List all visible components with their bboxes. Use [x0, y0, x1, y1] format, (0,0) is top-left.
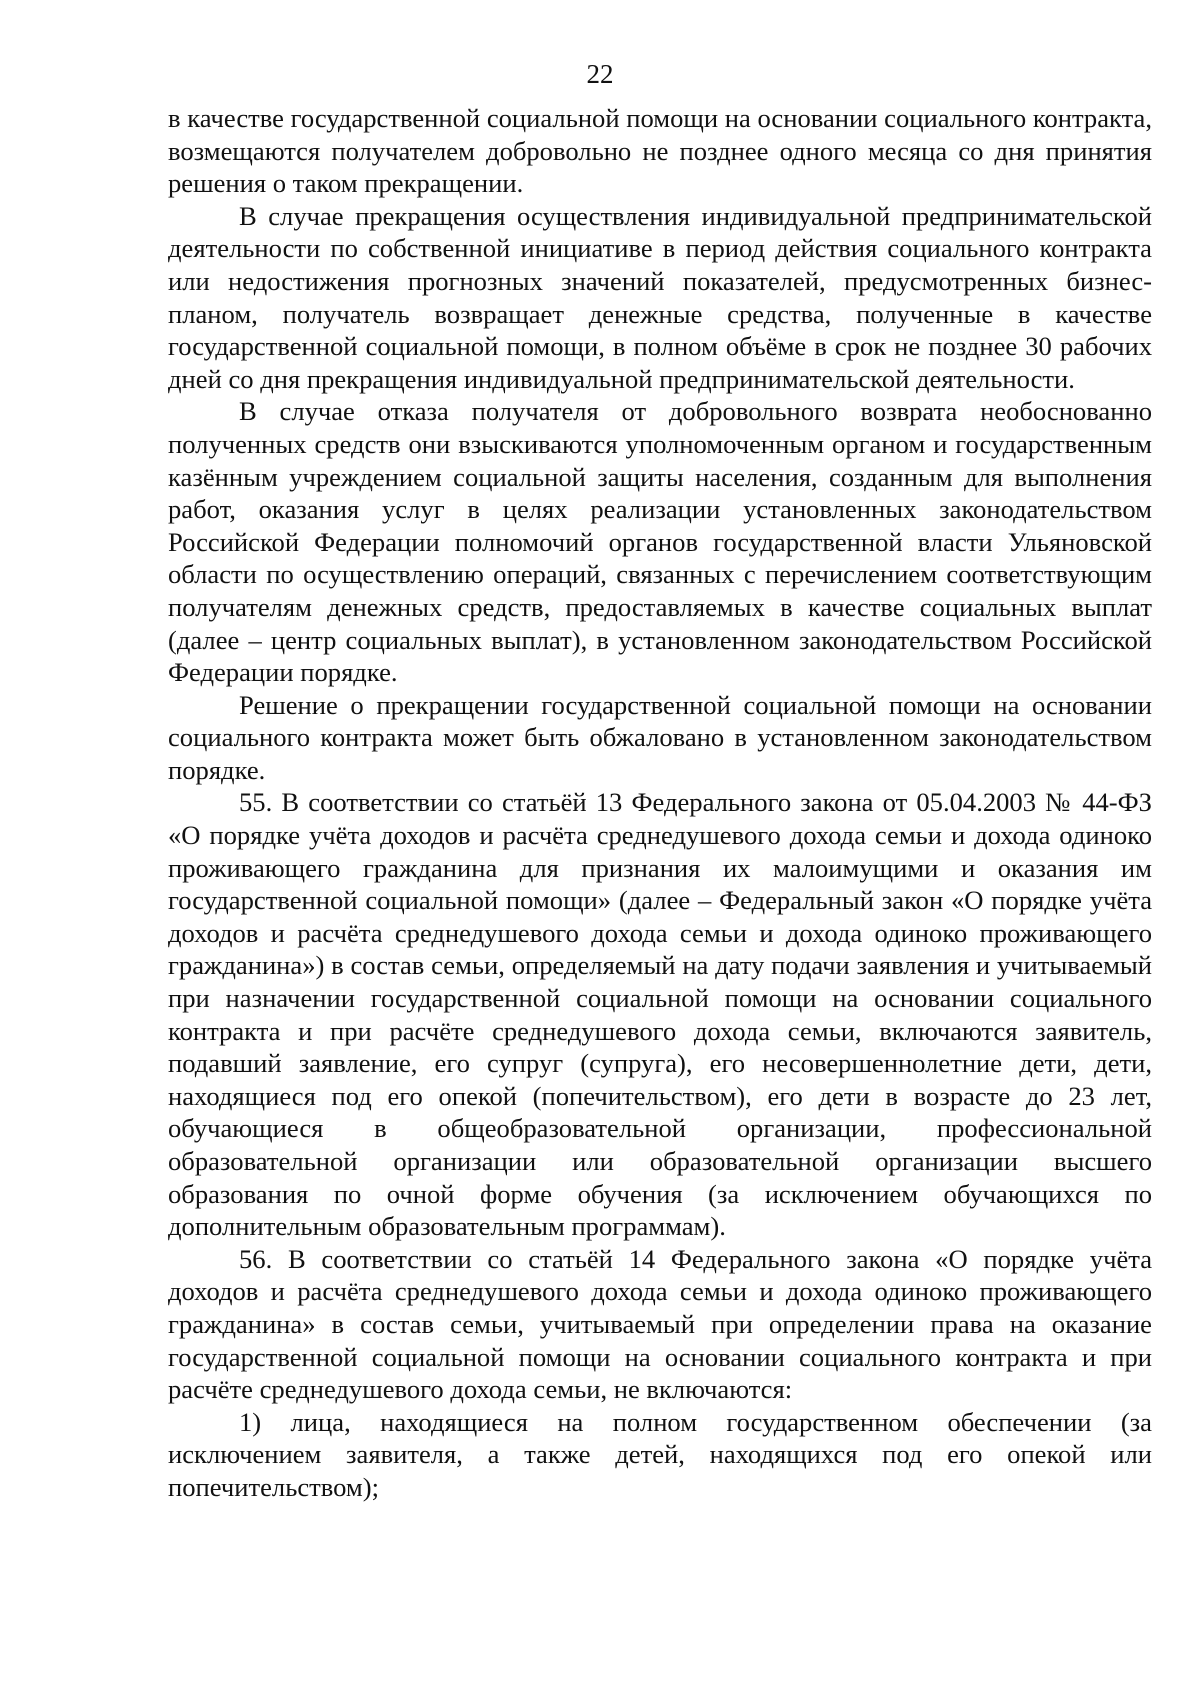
paragraph-2: В случае прекращения осуществления индивидуальной предпринимательской деятельности по собственной инициативе в период действия социального контракта или недостижения прогнозных значений показателей, предусмотренных бизнес-планом, получатель возвращает денежные средства, полученные в качестве государственной социальной помощи, в полном объёме в срок не позднее 30 рабочих дней со дня прекращения индивидуальной предпринимательской деятельности.: [168, 200, 1152, 394]
page-number: 22: [586, 59, 614, 89]
paragraph-1: в качестве государственной социальной помощи на основании социального контракта, возмещаются получателем добровольно не позднее одного месяца со дня принятия решения о таком прекращении.: [168, 103, 1152, 199]
paragraph-subitem-1: 1) лица, находящиеся на полном государственном обеспечении (за исключением заявителя, а также детей, находящихся под его опекой или попечительством);: [168, 1406, 1152, 1502]
paragraph-item-55: 55. В соответствии со статьёй 13 Федерального закона от 05.04.2003 № 44-ФЗ «О порядке учёта доходов и расчёта среднедушевого дохода семьи и дохода одиноко проживающего гражданина для признания их малоимущими и оказания им государственной социальной помощи» (далее – Федеральный закон «О порядке учёта доходов и расчёта среднедушевого дохода семьи и дохода одиноко проживающего гражданина») в состав семьи, определяемый на дату подачи заявления и учитываемый при назначении государственной социальной помощи на основании социального контракта и при расчёте среднедушевого дохода семьи, включаются заявитель, подавший заявление, его супруг (супруга), его несовершеннолетние дети, дети, находящиеся под его опекой (попечительством), его дети в возрасте до 23 лет, обучающиеся в общеобразовательной организации, профессиональной образовательной организации или образовательной организации высшего образования по очной форме обучения (за исключением обучающихся по дополнительным образовательным программам).: [168, 787, 1152, 1242]
paragraph-item-56: 56. В соответствии со статьёй 14 Федерального закона «О порядке учёта доходов и расчёта среднедушевого дохода семьи и дохода одиноко проживающего гражданина» в состав семьи, учитываемый при определении права на оказание государственной социальной помощи на основании социального контракта и при расчёте среднедушевого дохода семьи, не включаются:: [168, 1243, 1152, 1405]
paragraph-4: Решение о прекращении государственной социальной помощи на основании социального контракта может быть обжаловано в установленном законодательством порядке.: [168, 689, 1152, 785]
paragraph-3: В случае отказа получателя от добровольного возврата необоснованно полученных средств они взыскиваются уполномоченным органом и государственным казённым учреждением социальной защиты населения, созданным для выполнения работ, оказания услуг в целях реализации установленных законодательством Российской Федерации полномочий органов государственной власти Ульяновской области по осуществлению операций, связанных с перечислением соответствующим получателям денежных средств, предоставляемых в качестве социальных выплат (далее – центр социальных выплат), в установленном законодательством Российской Федерации порядке.: [168, 396, 1152, 688]
document-body: [168, 102, 1152, 1504]
